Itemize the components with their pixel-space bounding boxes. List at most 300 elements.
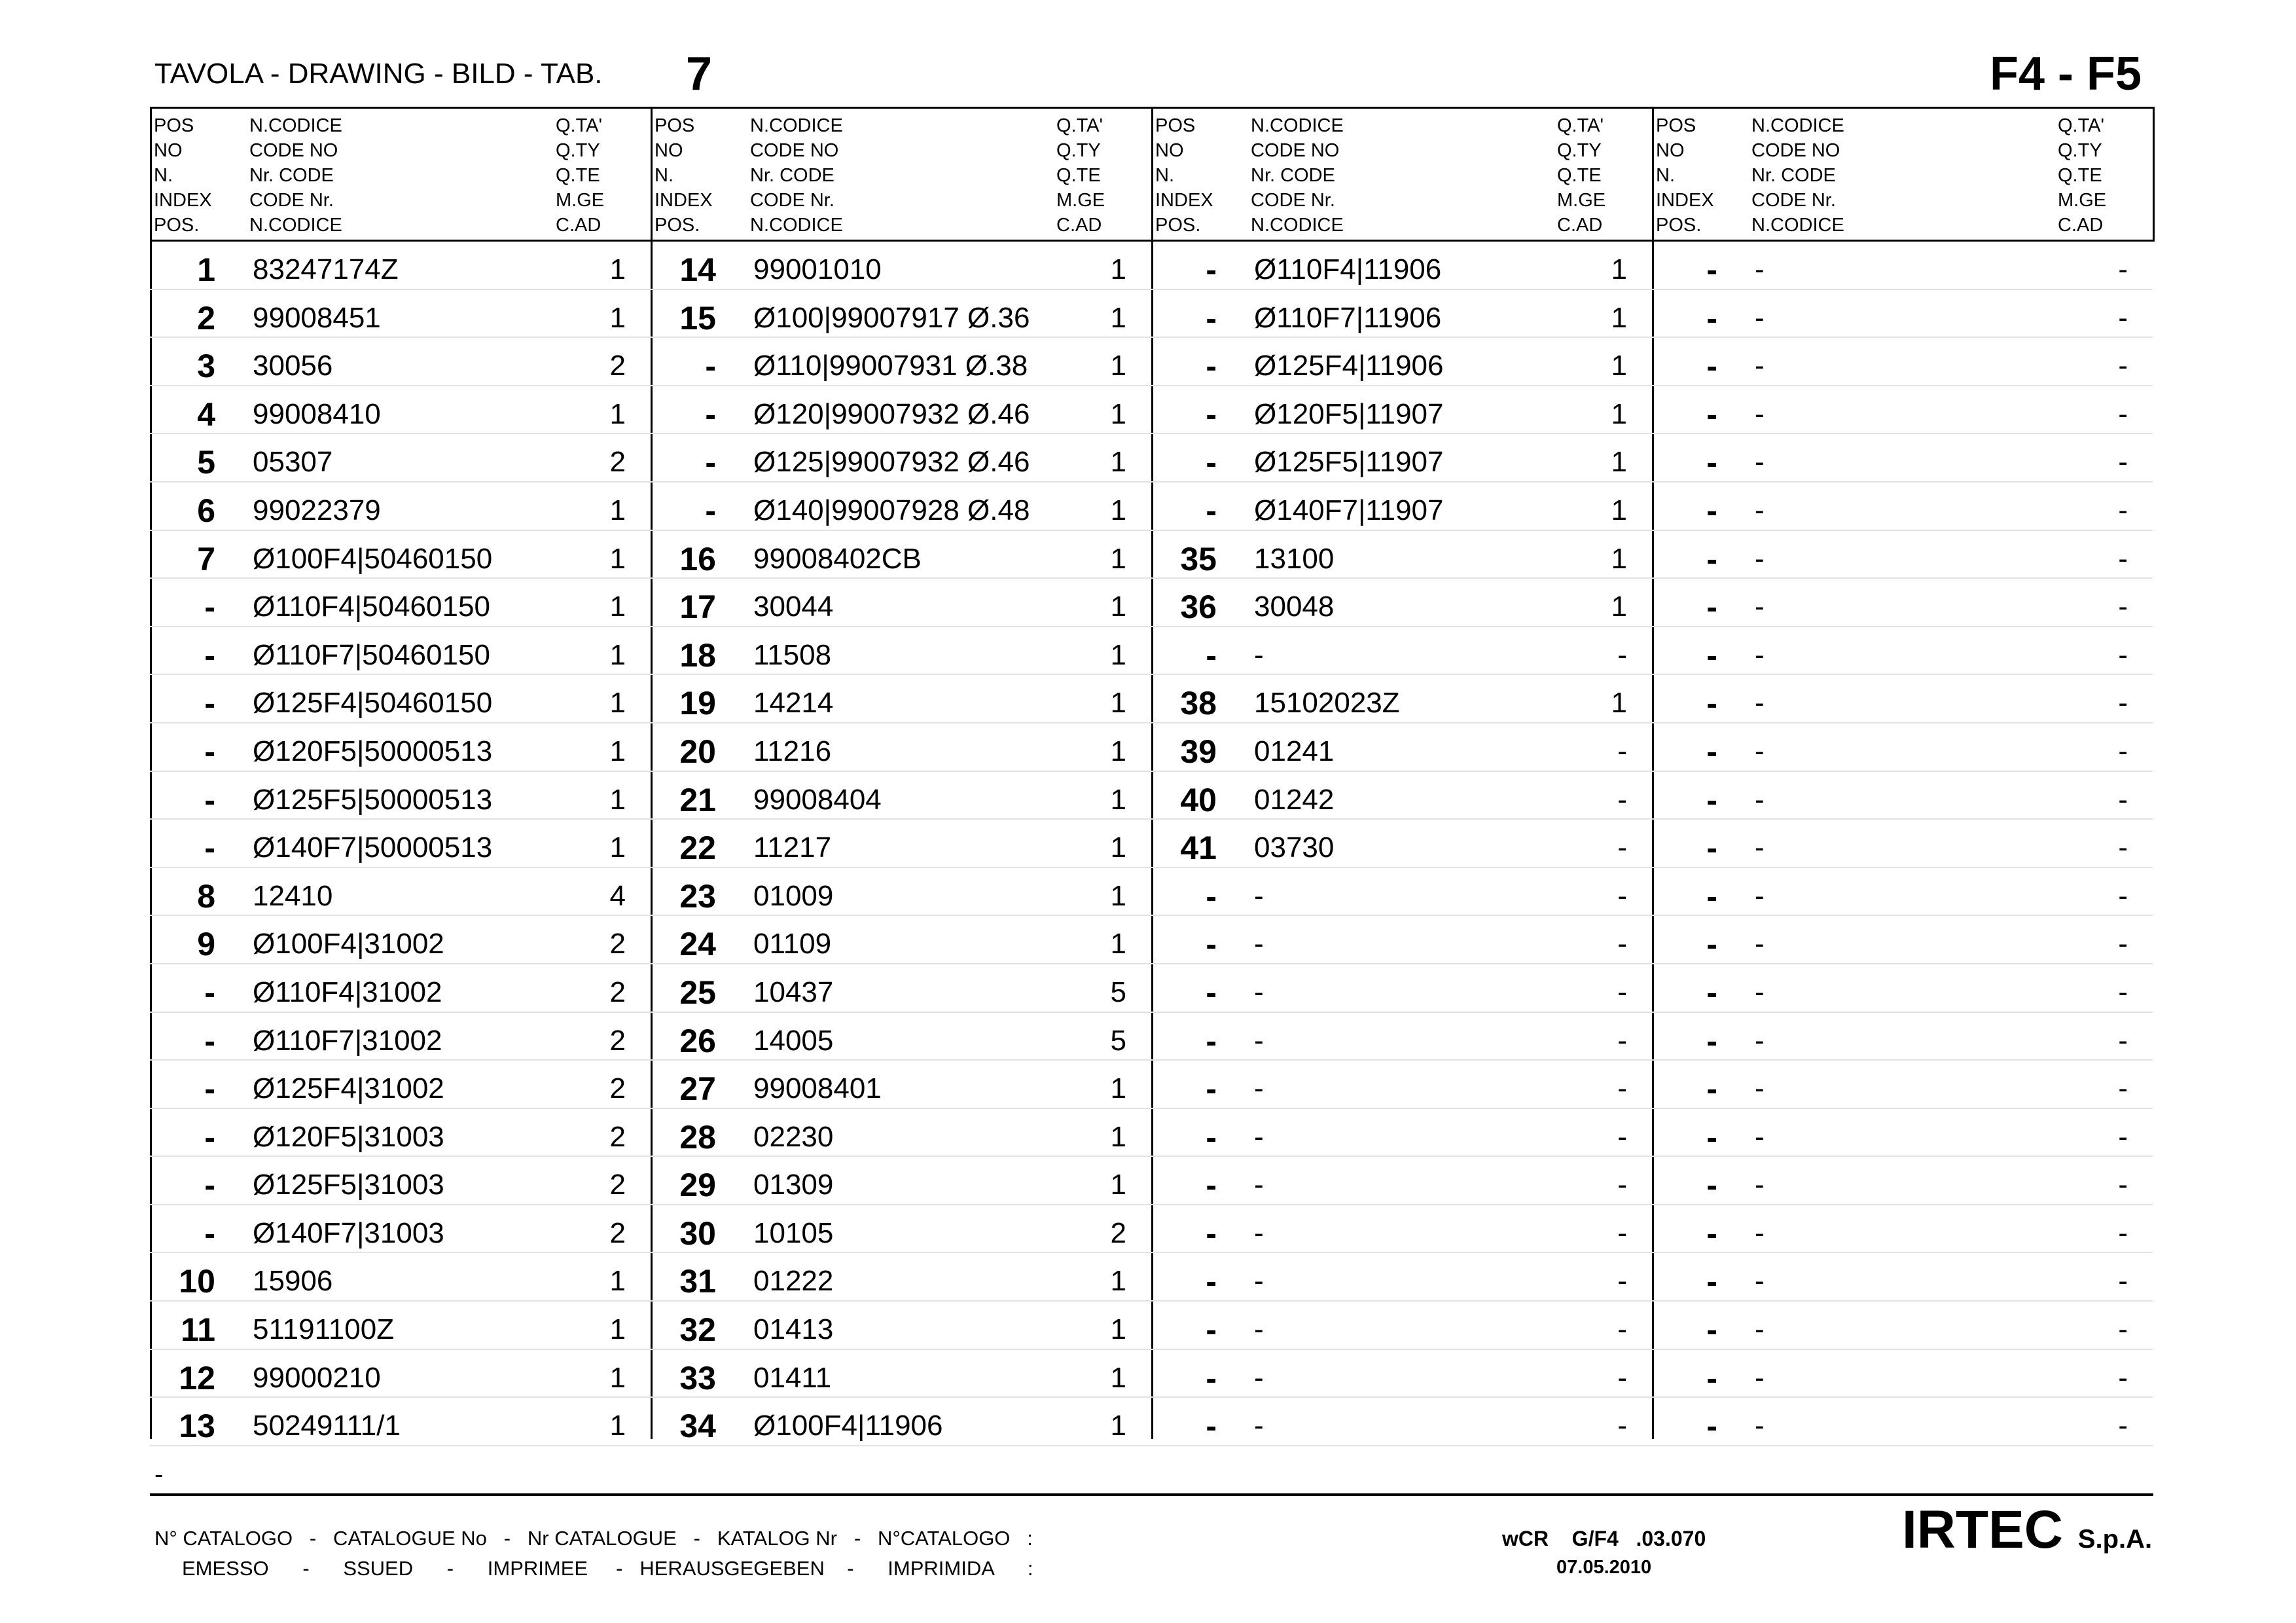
quantity: 1 xyxy=(1110,542,1126,575)
quantity: - xyxy=(2118,1265,2128,1298)
header-pos-line: NO xyxy=(655,140,683,161)
position-number: - xyxy=(1206,1214,1217,1252)
table-row xyxy=(651,675,1151,723)
quantity: - xyxy=(1617,1313,1627,1346)
position-number: 11 xyxy=(181,1311,215,1349)
table-row xyxy=(1151,1398,1652,1446)
quantity: - xyxy=(2118,591,2128,623)
table-row xyxy=(1652,483,2153,531)
table-row xyxy=(651,1398,1151,1446)
table-row xyxy=(1151,1109,1652,1158)
table-row xyxy=(150,1013,651,1061)
table-row xyxy=(1151,1157,1652,1205)
quantity: 1 xyxy=(1110,591,1126,623)
drawing-label: TAVOLA - DRAWING - BILD - TAB. xyxy=(154,58,603,90)
position-number: 16 xyxy=(679,540,716,577)
header-code-line: CODE NO xyxy=(1251,140,1340,161)
header-qty-line: Q.TE xyxy=(556,165,600,186)
position-number: - xyxy=(705,348,716,385)
header-pos-line: NO xyxy=(154,140,183,161)
quantity: 1 xyxy=(609,301,626,334)
parts-column-4 xyxy=(1652,107,2153,1445)
part-code: - xyxy=(1755,542,1765,575)
table-row xyxy=(1151,723,1652,772)
table-row xyxy=(150,1157,651,1205)
table-row xyxy=(1652,386,2153,435)
position-number: 23 xyxy=(679,877,716,915)
part-code: - xyxy=(1755,783,1765,816)
position-number: 36 xyxy=(1180,589,1217,626)
table-row xyxy=(150,723,651,772)
table-row xyxy=(1652,964,2153,1013)
position-number: - xyxy=(705,395,716,433)
part-code: Ø120F5|11907 xyxy=(1254,397,1444,430)
position-number: 19 xyxy=(679,685,716,722)
table-row xyxy=(651,1109,1151,1158)
part-code: 14214 xyxy=(753,687,834,720)
quantity: - xyxy=(1617,1410,1627,1442)
quantity: 1 xyxy=(1110,253,1126,285)
part-code: 01109 xyxy=(753,928,832,960)
part-code: - xyxy=(1755,1216,1765,1249)
position-number: - xyxy=(1206,492,1217,529)
column-header xyxy=(150,113,651,238)
position-number: - xyxy=(1706,589,1717,626)
part-code: - xyxy=(1755,735,1765,767)
position-number: - xyxy=(1206,974,1217,1011)
position-number: 38 xyxy=(1180,685,1217,722)
part-code: 10105 xyxy=(753,1216,834,1249)
position-number: 14 xyxy=(679,251,716,288)
table-row xyxy=(150,675,651,723)
position-number: - xyxy=(1206,299,1217,337)
row-list xyxy=(1652,242,2153,1446)
position-number: - xyxy=(204,1118,215,1156)
part-code: 30044 xyxy=(753,591,834,623)
table-row xyxy=(150,820,651,868)
table-number: 7 xyxy=(686,48,713,100)
quantity: - xyxy=(1617,1072,1627,1105)
table-row xyxy=(1652,1157,2153,1205)
quantity: 1 xyxy=(1110,397,1126,430)
position-number: - xyxy=(1206,1118,1217,1156)
quantity: 1 xyxy=(1110,350,1126,382)
quantity: 1 xyxy=(1611,542,1627,575)
position-number: - xyxy=(1206,348,1217,385)
table-row xyxy=(1151,627,1652,676)
position-number: - xyxy=(204,830,215,867)
part-code: 14005 xyxy=(753,1024,834,1057)
header-pos-line: INDEX xyxy=(1155,190,1213,211)
quantity: 1 xyxy=(609,1361,626,1394)
position-number: - xyxy=(204,1167,215,1204)
part-code: - xyxy=(1755,446,1765,479)
header-code-line: Nr. CODE xyxy=(249,165,334,186)
part-code: - xyxy=(1755,1072,1765,1105)
quantity: 4 xyxy=(609,879,626,912)
header-pos-line: POS xyxy=(1155,115,1196,136)
position-number: 10 xyxy=(179,1263,215,1300)
quantity: 1 xyxy=(1110,783,1126,816)
position-number: - xyxy=(1206,1311,1217,1349)
quantity: 1 xyxy=(609,1313,626,1346)
quantity: 1 xyxy=(609,831,626,864)
catalog-label-line: N° CATALOGO - CATALOGUE No - Nr CATALOGUE - KATALOG Nr - N°CATALOGO : xyxy=(154,1527,1033,1550)
table-row xyxy=(1151,1253,1652,1302)
position-number: 15 xyxy=(679,299,716,337)
table-row xyxy=(651,916,1151,964)
column-header xyxy=(651,113,1151,238)
part-code: - xyxy=(1755,1024,1765,1057)
header-qty-line: C.AD xyxy=(556,215,601,236)
position-number: - xyxy=(1706,733,1717,770)
position-number: - xyxy=(1706,1311,1717,1349)
part-code: - xyxy=(1254,1313,1264,1346)
header-pos-line: N. xyxy=(1656,165,1675,186)
header-pos-line: INDEX xyxy=(154,190,212,211)
quantity: - xyxy=(1617,1265,1627,1298)
table-row xyxy=(1151,483,1652,531)
part-code: 11216 xyxy=(753,735,832,767)
header-qty-line: Q.TA' xyxy=(556,115,603,136)
part-code: Ø120|99007932 Ø.46 xyxy=(753,397,1030,430)
position-number: 39 xyxy=(1180,733,1217,770)
part-code: - xyxy=(1254,1024,1264,1057)
quantity: - xyxy=(2118,879,2128,912)
table-row xyxy=(651,1253,1151,1302)
position-number: 33 xyxy=(679,1359,716,1396)
table-row xyxy=(1652,1253,2153,1302)
table-row xyxy=(150,1302,651,1350)
quantity: - xyxy=(2118,831,2128,864)
quantity: - xyxy=(2118,638,2128,671)
position-number: 31 xyxy=(679,1263,716,1300)
table-row xyxy=(1151,242,1652,290)
table-row xyxy=(1652,627,2153,676)
position-number: - xyxy=(1206,926,1217,963)
table-row xyxy=(1652,820,2153,868)
quantity: - xyxy=(2118,253,2128,285)
header-qty-line: C.AD xyxy=(2058,215,2104,236)
part-code: - xyxy=(1755,1169,1765,1201)
table-row xyxy=(150,483,651,531)
table-row xyxy=(150,242,651,290)
position-number: - xyxy=(1706,636,1717,674)
header-qty-line: Q.TY xyxy=(2058,140,2102,161)
table-row xyxy=(651,723,1151,772)
header-pos-line: POS. xyxy=(655,215,700,236)
position-number: 8 xyxy=(197,877,215,915)
part-code: Ø120F5|31003 xyxy=(253,1120,444,1153)
header-code-line: Nr. CODE xyxy=(750,165,834,186)
header-pos-line: N. xyxy=(154,165,173,186)
table-row xyxy=(651,1302,1151,1350)
table-row xyxy=(651,1061,1151,1109)
header-qty-line: Q.TA' xyxy=(1056,115,1103,136)
table-row xyxy=(1652,868,2153,917)
position-number: - xyxy=(204,781,215,818)
quantity: 5 xyxy=(1110,1024,1126,1057)
table-row xyxy=(651,1350,1151,1398)
part-code: Ø140F7|11907 xyxy=(1254,494,1444,526)
header-code-line: N.CODICE xyxy=(1751,215,1844,236)
part-code: Ø140F7|31003 xyxy=(253,1216,444,1249)
part-code: 30048 xyxy=(1254,591,1335,623)
part-code: Ø120F5|50000513 xyxy=(253,735,493,767)
header-qty-line: C.AD xyxy=(1557,215,1603,236)
quantity: - xyxy=(2118,735,2128,767)
header-qty xyxy=(1056,113,1105,238)
part-code: - xyxy=(1254,1072,1264,1105)
header-code-line: CODE NO xyxy=(249,140,338,161)
part-code: - xyxy=(1755,831,1765,864)
table-row xyxy=(651,386,1151,435)
part-code: 51191100Z xyxy=(253,1313,395,1346)
quantity: 1 xyxy=(1611,397,1627,430)
position-number: - xyxy=(1706,1118,1717,1156)
part-code: 50249111/1 xyxy=(253,1410,401,1442)
part-code: Ø125F5|31003 xyxy=(253,1169,444,1201)
part-code: - xyxy=(1755,638,1765,671)
parts-table xyxy=(150,107,2153,1445)
quantity: 1 xyxy=(1611,494,1627,526)
position-number: - xyxy=(1706,1214,1717,1252)
quantity: 1 xyxy=(609,1410,626,1442)
quantity: 2 xyxy=(609,1072,626,1105)
quantity: - xyxy=(2118,1361,2128,1394)
quantity: 1 xyxy=(609,1265,626,1298)
table-row xyxy=(1652,1302,2153,1350)
header-pos xyxy=(1155,113,1213,238)
header-pos-line: INDEX xyxy=(655,190,713,211)
quantity: 1 xyxy=(1110,446,1126,479)
position-number: - xyxy=(705,444,716,481)
issued-label-line: EMESSO - SSUED - IMPRIMEE - HERAUSGEGEBEN - IMPRIMIDA : xyxy=(182,1557,1033,1580)
header-code-line: N.CODICE xyxy=(1251,115,1344,136)
position-number: - xyxy=(1706,251,1717,288)
part-code: 99008401 xyxy=(753,1072,882,1105)
header-pos-line: N. xyxy=(1155,165,1174,186)
quantity: 2 xyxy=(609,1169,626,1201)
catalog-number: wCR G/F4 .03.070 xyxy=(1502,1527,1706,1550)
quantity: - xyxy=(2118,1024,2128,1057)
header-code-line: CODE Nr. xyxy=(750,190,834,211)
quantity: - xyxy=(1617,879,1627,912)
position-number: - xyxy=(1706,926,1717,963)
position-number: - xyxy=(1706,540,1717,577)
position-number: 1 xyxy=(197,251,215,288)
position-number: - xyxy=(1706,1167,1717,1204)
quantity: 1 xyxy=(1611,446,1627,479)
quantity: 2 xyxy=(609,1216,626,1249)
part-code: 99008402CB xyxy=(753,542,922,575)
position-number: 34 xyxy=(679,1408,716,1445)
part-code: 13100 xyxy=(1254,542,1335,575)
part-code: - xyxy=(1755,591,1765,623)
part-code: - xyxy=(1254,1216,1264,1249)
position-number: - xyxy=(1706,299,1717,337)
position-number: - xyxy=(1706,492,1717,529)
table-row xyxy=(1652,579,2153,627)
position-number: - xyxy=(1206,395,1217,433)
quantity: - xyxy=(2118,928,2128,960)
quantity: 1 xyxy=(1110,494,1126,526)
quantity: 1 xyxy=(609,783,626,816)
parts-column-3 xyxy=(1151,107,1652,1445)
position-number: 18 xyxy=(679,636,716,674)
position-number: 2 xyxy=(197,299,215,337)
table-row xyxy=(1652,434,2153,483)
quantity: 2 xyxy=(609,446,626,479)
position-number: - xyxy=(1206,1022,1217,1059)
table-row xyxy=(651,531,1151,579)
table-row xyxy=(1151,916,1652,964)
part-code: - xyxy=(1755,1265,1765,1298)
table-row xyxy=(1652,772,2153,820)
table-row xyxy=(1151,868,1652,917)
part-code: - xyxy=(1254,1265,1264,1298)
quantity: 1 xyxy=(1110,1169,1126,1201)
table-row xyxy=(651,868,1151,917)
table-row xyxy=(1151,1350,1652,1398)
quantity: 1 xyxy=(1110,1072,1126,1105)
position-number: 7 xyxy=(197,540,215,577)
part-code: 12410 xyxy=(253,879,333,912)
quantity: - xyxy=(1617,1169,1627,1201)
part-code: 03730 xyxy=(1254,831,1335,864)
header-pos-line: NO xyxy=(1656,140,1685,161)
column-header xyxy=(1652,113,2153,238)
table-row xyxy=(150,868,651,917)
part-code: Ø110|99007931 Ø.38 xyxy=(753,350,1028,382)
header-qty-line: C.AD xyxy=(1056,215,1102,236)
quantity: 1 xyxy=(1110,687,1126,720)
header-qty-line: M.GE xyxy=(2058,190,2107,211)
quantity: - xyxy=(2118,350,2128,382)
part-code: Ø125F4|50460150 xyxy=(253,687,493,720)
header-pos-line: INDEX xyxy=(1656,190,1714,211)
position-number: - xyxy=(1706,1408,1717,1445)
part-code: 83247174Z xyxy=(253,253,399,285)
quantity: - xyxy=(1617,976,1627,1008)
parts-column-2 xyxy=(651,107,1151,1445)
quantity: 1 xyxy=(1611,591,1627,623)
quantity: 1 xyxy=(609,397,626,430)
quantity: 5 xyxy=(1110,976,1126,1008)
quantity: - xyxy=(2118,494,2128,526)
position-number: - xyxy=(1706,781,1717,818)
position-number: 30 xyxy=(679,1214,716,1252)
position-number: - xyxy=(204,1214,215,1252)
header-pos-line: POS xyxy=(154,115,194,136)
part-code: - xyxy=(1254,1410,1264,1442)
part-code: - xyxy=(1755,1120,1765,1153)
parts-column-1 xyxy=(150,107,651,1445)
table-row xyxy=(150,1398,651,1446)
table-row xyxy=(1652,723,2153,772)
table-row xyxy=(651,579,1151,627)
part-code: - xyxy=(1254,638,1264,671)
position-number: 6 xyxy=(197,492,215,529)
table-row xyxy=(150,1109,651,1158)
quantity: 1 xyxy=(1611,253,1627,285)
quantity: - xyxy=(1617,928,1627,960)
position-number: - xyxy=(204,685,215,722)
table-row xyxy=(1151,675,1652,723)
table-row xyxy=(1151,1061,1652,1109)
part-code: Ø110F7|11906 xyxy=(1254,301,1442,334)
part-code: - xyxy=(1755,397,1765,430)
header-code-line: N.CODICE xyxy=(249,215,342,236)
table-row xyxy=(651,290,1151,338)
position-number: 4 xyxy=(197,395,215,433)
part-code: 99008404 xyxy=(753,783,882,816)
quantity: - xyxy=(1617,831,1627,864)
table-row xyxy=(1151,531,1652,579)
part-code: 01411 xyxy=(753,1361,832,1394)
table-row xyxy=(651,1013,1151,1061)
table-row xyxy=(651,1205,1151,1254)
position-number: - xyxy=(204,636,215,674)
table-row xyxy=(1652,242,2153,290)
quantity: - xyxy=(1617,783,1627,816)
header-pos xyxy=(1656,113,1714,238)
header-code xyxy=(1251,113,1344,238)
part-code: - xyxy=(1254,1361,1264,1394)
table-row xyxy=(1151,820,1652,868)
table-row xyxy=(1652,1061,2153,1109)
table-row xyxy=(150,338,651,386)
quantity: 1 xyxy=(1110,1265,1126,1298)
part-code: 99001010 xyxy=(753,253,882,285)
position-number: 17 xyxy=(679,589,716,626)
part-code: 15906 xyxy=(253,1265,333,1298)
table-row xyxy=(150,579,651,627)
table-row xyxy=(651,1157,1151,1205)
table-row xyxy=(1652,1109,2153,1158)
part-code: - xyxy=(1254,1120,1264,1153)
position-number: - xyxy=(204,589,215,626)
table-row xyxy=(651,338,1151,386)
position-number: - xyxy=(204,974,215,1011)
header-code xyxy=(1751,113,1844,238)
table-row xyxy=(651,772,1151,820)
position-number: 27 xyxy=(679,1070,716,1108)
position-number: - xyxy=(1706,1359,1717,1396)
position-number: - xyxy=(1206,1070,1217,1108)
header-code-line: CODE NO xyxy=(1751,140,1840,161)
quantity: 1 xyxy=(609,253,626,285)
header-qty-line: M.GE xyxy=(1557,190,1606,211)
table-row xyxy=(1652,290,2153,338)
part-code: - xyxy=(1755,687,1765,720)
header-code-line: CODE Nr. xyxy=(1751,190,1836,211)
header-pos-line: POS. xyxy=(154,215,200,236)
table-row xyxy=(651,820,1151,868)
header-qty-line: Q.TY xyxy=(556,140,600,161)
position-number: 28 xyxy=(679,1118,716,1156)
part-code: - xyxy=(1755,879,1765,912)
quantity: 1 xyxy=(1110,638,1126,671)
part-code: 99008410 xyxy=(253,397,381,430)
part-code: Ø125F5|11907 xyxy=(1254,446,1444,479)
position-number: 22 xyxy=(679,830,716,867)
quantity: 2 xyxy=(1110,1216,1126,1249)
header-pos-line: POS xyxy=(1656,115,1696,136)
quantity: 1 xyxy=(1611,350,1627,382)
table-row xyxy=(150,434,651,483)
part-code: 01241 xyxy=(1254,735,1335,767)
